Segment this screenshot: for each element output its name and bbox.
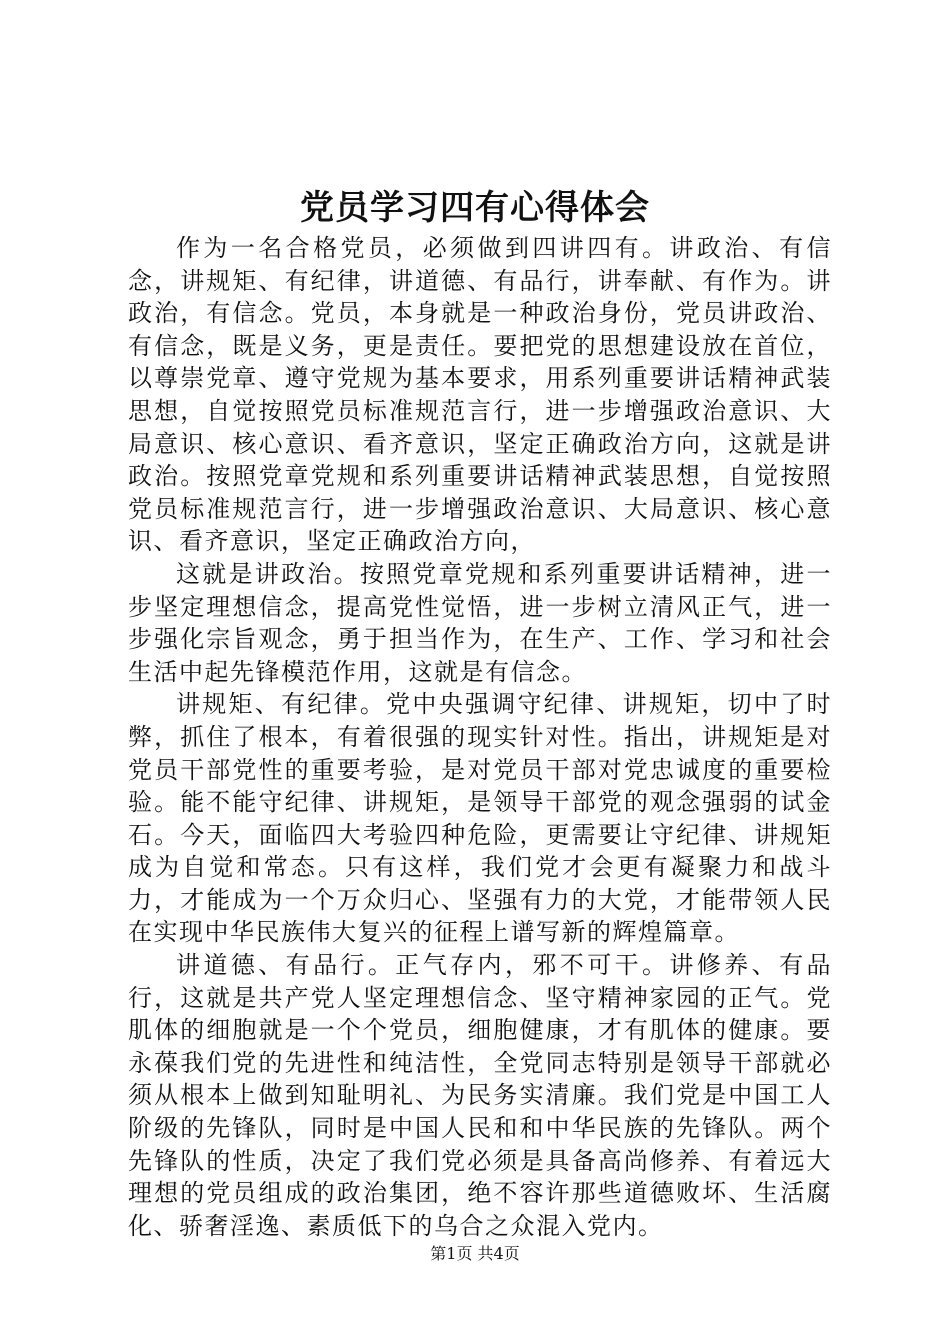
paragraph-4: 讲道德、有品行。正气存内，邪不可干。讲修养、有品行，这就是共产党人坚定理想信念、坚守精神家园的正气。党肌体的细胞就是一个个党员，细胞健康，才有肌体的健康。要永葆我们党的先进性和纯洁性，全党同志特别是领导干部就必须从根本上做到知耻明礼、为民务实清廉。我们党是中国工人阶级的先锋队，同时是中国人民和和中华民族的先锋队。两个先锋队的性质，决定了我们党必须是具备高尚修养、有着远大理想的党员组成的政治集团，绝不容许那些道德败坏、生活腐化、骄奢淫逸、素质低下的乌合之众混入党内。	[128, 951, 832, 1240]
page-number-footer: 第1页 共4页	[430, 1244, 520, 1263]
paragraph-1: 作为一名合格党员，必须做到四讲四有。讲政治、有信念，讲规矩、有纪律，讲道德、有品行，讲奉献、有作为。讲政治，有信念。党员，本身就是一种政治身份，党员讲政治、有信念，既是义务，更是责任。要把党的思想建设放在首位，以尊崇党章、遵守党规为基本要求，用系列重要讲话精神武装思想，自觉按照党员标准规范言行，进一步增强政治意识、大局意识、核心意识、看齐意识，坚定正确政治方向，这就是讲政治。按照党章党规和系列重要讲话精神武装思想，自觉按照党员标准规范言行，进一步增强政治意识、大局意识、核心意识、看齐意识，坚定正确政治方向，	[128, 234, 832, 556]
document-title: 党员学习四有心得体会	[300, 188, 650, 228]
paragraph-3: 讲规矩、有纪律。党中央强调守纪律、讲规矩，切中了时弊，抓住了根本，有着很强的现实针对性。指出，讲规矩是对党员干部党性的重要考验，是对党员干部对党忠诚度的重要检验。能不能守纪律、讲规矩，是领导干部党的观念强弱的试金石。今天，面临四大考验四种危险，更需要让守纪律、讲规矩成为自觉和常态。只有这样，我们党才会更有凝聚力和战斗力，才能成为一个万众归心、坚强有力的大党，才能带领人民在实现中华民族伟大复兴的征程上谱写新的辉煌篇章。	[128, 690, 832, 947]
paragraph-2: 这就是讲政治。按照党章党规和系列重要讲话精神，进一步坚定理想信念，提高党性觉悟，进一步树立清风正气，进一步强化宗旨观念，勇于担当作为，在生产、工作、学习和社会生活中起先锋模范作用，这就是有信念。	[128, 559, 832, 686]
document-body	[128, 232, 832, 1242]
